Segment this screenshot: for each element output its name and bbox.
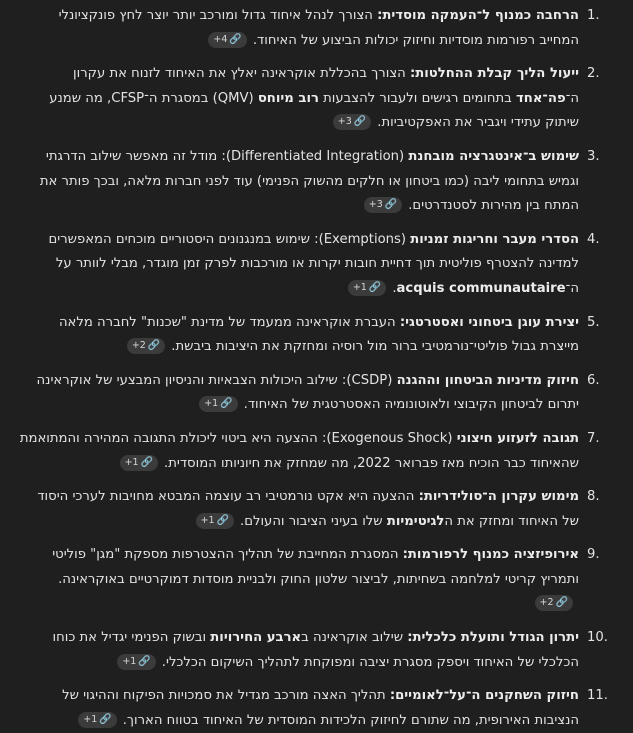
list-item (18, 4, 619, 53)
text-segment: המסגרת המחייבת של תהליך ההצטרפות מספקת "מגן" פוליטי ותמריץ קריטי למלחמה בשחיתות, לביצור שלטון החוק ולבניית מוסדות דמוקרטיים באוקראינה. (52, 547, 579, 587)
source-count: +1 (124, 456, 139, 468)
source-count: +1 (352, 281, 367, 293)
text-segment: שלו בעיני הציבור והעולם. (240, 513, 387, 529)
source-count: +2 (539, 597, 554, 609)
source-count: +4 (213, 33, 228, 45)
link-icon: 🔗 (147, 340, 161, 352)
bold-text: שימוש ב־אינטגרציה מובחנת (408, 148, 579, 164)
bold-text: פה־אחד (516, 90, 566, 106)
link-icon: 🔗 (555, 597, 568, 609)
bold-text: הרחבה כמנוף ל־העמקה מוסדית: (377, 8, 579, 23)
link-icon: 🔗 (138, 655, 151, 667)
list-item (18, 62, 619, 136)
list-item-number: 11. (587, 688, 608, 704)
source-chip[interactable] (127, 338, 165, 354)
bold-text: מימוש עקרון ה־סולידריות: (418, 489, 579, 505)
source-chip[interactable] (208, 32, 246, 48)
list-item-text (18, 62, 579, 136)
bold-text: יצירת עוגן ביטחוני ואסטרטגי: (399, 314, 579, 330)
link-icon: 🔗 (140, 456, 154, 468)
link-icon: 🔗 (220, 398, 233, 410)
list-item-number: 1. (587, 8, 600, 23)
list-item-number: 4. (587, 231, 600, 247)
list-item-text (18, 228, 579, 302)
list-item (18, 311, 619, 360)
bold-text: acquis communautaire (396, 280, 566, 296)
source-chip[interactable] (348, 280, 386, 296)
source-chip[interactable] (78, 712, 116, 728)
bold-text: ייעול הליך קבלת ההחלטות: (409, 66, 579, 82)
bold-text: יתרון הגודל ותועלת כלכלית: (407, 630, 579, 646)
text-segment: ההצעה היא אקט נורמטיבי רב עוצמה המבטא מחויבות לערכי היסוד של האיחוד ומחזק את ה (37, 489, 579, 529)
link-icon: 🔗 (353, 116, 367, 128)
bold-text: לגיטימיות (386, 513, 445, 529)
list-item-number: 6. (587, 372, 600, 388)
text-segment: תהליך האצה מורכב מגדיל את סמכויות הפיקוח וההיגוי של הנציבות האירופית, מה שתורם לחיזוק הלכידות המוסדית של האיחוד בטווח הארוך. (62, 688, 579, 728)
bold-text: רוב מיוחס (257, 90, 319, 106)
source-count: +1 (83, 713, 98, 725)
list-item (18, 228, 619, 302)
bold-text: תגובה לזעזוע חיצוני (456, 430, 579, 446)
text-segment: (Exemptions): שימוש במנגנונים היסטוריים מוכחים המאפשרים למדינה להצטרף פוליטית תוך דחיית חובות יקרות או מורכבות לפרק זמן מוגדר, מבלי לוותר על ה־ (48, 231, 579, 296)
text-segment: שילוב אוקראינה ב (301, 630, 408, 646)
text-segment: (Differentiated Integration): מודל זה מאפשר שילוב הדרגתי וגמיש בתחומי ליבה (כמו ביטחון או חלקים מהשוק הפנימי) עוד לפני חברות מלאה, ובכך פותר את המתח בין מהירות לסטנדרטים. (39, 148, 579, 214)
list-item-number: 5. (587, 314, 600, 330)
list-item-text (18, 145, 579, 219)
bold-text: חיזוק מדיניות הביטחון וההגנה (396, 372, 579, 388)
list-item-number: 3. (587, 148, 600, 164)
list-item (18, 485, 619, 534)
source-chip[interactable] (120, 455, 158, 471)
list-item (18, 145, 619, 219)
numbered-list (18, 4, 619, 733)
source-count: +3 (337, 116, 352, 128)
source-count: +1 (122, 655, 137, 667)
link-icon: 🔗 (216, 514, 230, 526)
list-item-number: 9. (587, 547, 600, 563)
list-item-number: 2. (587, 66, 600, 82)
source-count: +2 (131, 340, 146, 352)
source-chip[interactable] (199, 396, 237, 412)
list-item (18, 369, 619, 418)
list-item-text (18, 626, 579, 675)
link-icon: 🔗 (384, 199, 398, 211)
source-chip[interactable] (333, 114, 371, 130)
list-item (18, 543, 619, 617)
link-icon: 🔗 (229, 33, 242, 45)
source-count: +1 (204, 398, 219, 410)
list-item-text (18, 543, 579, 617)
list-item (18, 626, 619, 675)
link-icon: 🔗 (99, 713, 112, 725)
text-segment: ובשוק הפנימי יגדיל את כוחו הכלכלי של האיחוד ויספק מסגרת יציבה ומפוקחת לתהליך השיקום הכלכלי. (52, 630, 579, 670)
bold-text: חיזוק השחקנים ה־על־לאומיים: (389, 688, 579, 704)
source-chip[interactable] (364, 197, 402, 213)
text-segment: הצורך בהכללת אוקראינה יאלץ את האיחוד לזנוח את עקרון ה־ (73, 66, 579, 106)
source-chip[interactable] (196, 513, 234, 529)
list-item-number: 8. (587, 489, 600, 505)
bold-text: ארבע החירויות (210, 630, 302, 646)
source-chip[interactable] (535, 595, 573, 611)
source-count: +1 (200, 514, 215, 526)
list-item-number: 10. (587, 630, 608, 646)
source-chip[interactable] (117, 654, 155, 670)
bold-text: הסדרי מעבר וחריגות זמניות (410, 231, 579, 247)
list-item-text (18, 311, 579, 360)
text-segment: (QMV) במסגרת ה־CFSP, מה שמנע שיתוק עתידי ויגביר את האפקטיביות. (49, 90, 579, 131)
bold-text: אירופיזציה כמנוף לרפורמות: (402, 547, 579, 563)
text-segment: (Exogenous Shock): ההצעה היא ביטוי ליכולת התגובה המהירה והמתואמת שהאיחוד כבר הוכיח מאז פברואר 2022, מה שמחזק את חיוניותו המוסדית. (19, 430, 579, 471)
source-count: +3 (368, 199, 383, 211)
list-item (18, 684, 619, 733)
list-item-text (18, 684, 579, 733)
link-icon: 🔗 (368, 281, 382, 293)
list-item-number: 7. (587, 430, 600, 446)
list-item-text (18, 427, 579, 476)
text-segment: (CSDP): שילוב היכולות הצבאיות והניסיון המבצעי של אוקראינה יתרום לביטחון הקיבוצי ולאוטונומיה האסטרטגית של האיחוד. (36, 372, 579, 413)
list-item-text (18, 369, 579, 418)
text-segment: . (392, 280, 397, 296)
text-segment: הצורך לנהל איחוד גדול ומורכב יותר יוצר לחץ פונקציונלי המחייב רפורמות מוסדיות וחיזוק יכולות הביצוע של האיחוד. (58, 8, 579, 48)
list-item (18, 427, 619, 476)
text-segment: העברת אוקראינה ממעמד של מדינת "שכנות" לחברה מלאה מייצרת גבול פוליטי־נורמטיבי ברור מול רוסיה ומחזקת את היציבות ביבשת. (58, 314, 579, 355)
text-segment: בתחומים רגישים ולעבור להצבעות (318, 90, 516, 106)
list-item-text (18, 4, 579, 53)
list-item-text (18, 485, 579, 534)
